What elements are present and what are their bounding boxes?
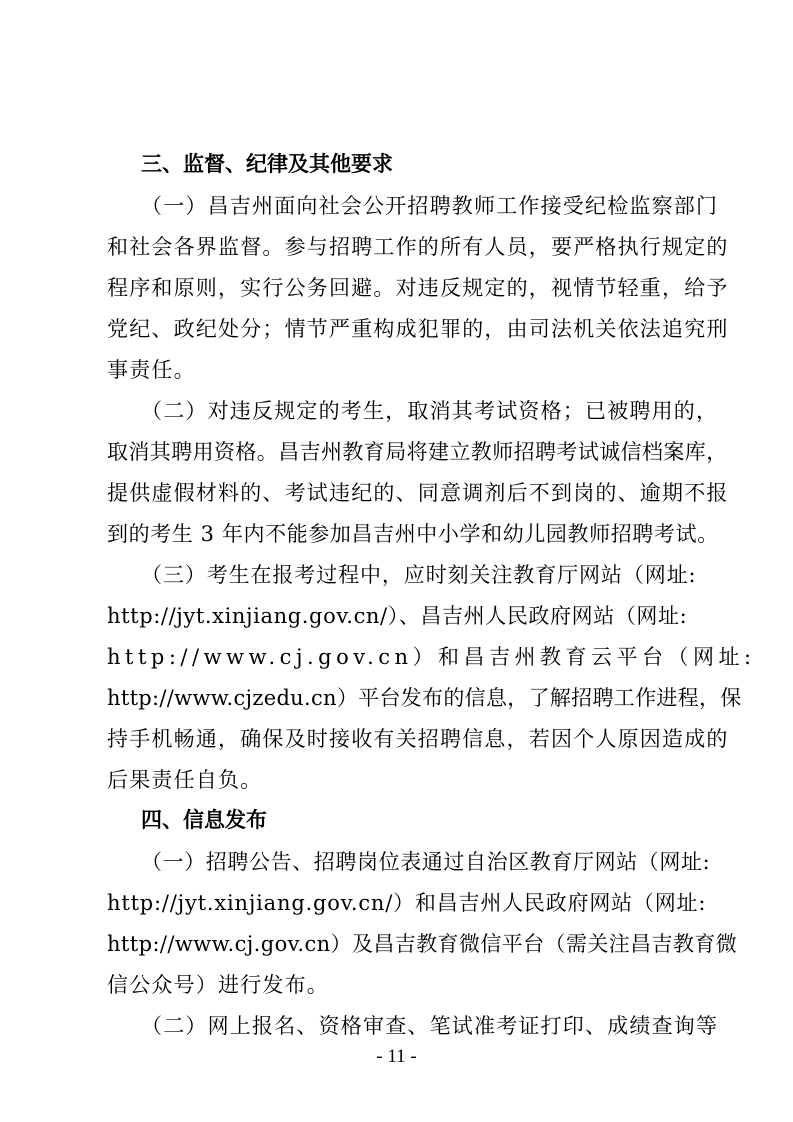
text-line: http://www.cjzedu.cn）平台发布的信息，了解招聘工作进程，保 bbox=[107, 686, 742, 710]
text-line: 到的考生 3 年内不能参加昌吉州中小学和幼儿园教师招聘考试。 bbox=[107, 522, 719, 546]
text-line: 提供虚假材料的、考试违纪的、同意调剂后不到岗的、逾期不报 bbox=[107, 481, 729, 505]
text-line: 和社会各界监督。参与招聘工作的所有人员，要严格执行规定的 bbox=[107, 235, 729, 259]
text-line: http://www.cj.gov.cn）和昌吉州教育云平台（网址: bbox=[107, 645, 756, 669]
text-line: （一）招聘公告、招聘岗位表通过自治区教育厅网站（网址: bbox=[141, 850, 711, 874]
text-line: 信公众号）进行发布。 bbox=[107, 973, 329, 997]
text-line: （二）网上报名、资格审查、笔试准考证打印、成绩查询等 bbox=[141, 1014, 719, 1038]
text-line: 后果责任自负。 bbox=[107, 768, 263, 792]
text-line: （二）对违反规定的考生，取消其考试资格；已被聘用的， bbox=[141, 399, 719, 423]
text-line: 事责任。 bbox=[107, 358, 196, 382]
page-number: - 11 - bbox=[376, 1046, 417, 1067]
text-line: http://jyt.xinjiang.gov.cn/）和昌吉州人民政府网站（网址: bbox=[107, 891, 707, 915]
text-line: （三）考生在报考过程中，应时刻关注教育厅网站（网址: bbox=[141, 563, 697, 587]
text-line: http://www.cj.gov.cn）及昌吉教育微信平台（需关注昌吉教育微 bbox=[107, 932, 738, 956]
text-line: 程序和原则，实行公务回避。对违反规定的，视情节轻重，给予 bbox=[107, 276, 729, 300]
text-line: 取消其聘用资格。昌吉州教育局将建立教师招聘考试诚信档案库， bbox=[107, 440, 728, 464]
text-line: 持手机畅通，确保及时接收有关招聘信息，若因个人原因造成的 bbox=[107, 727, 729, 751]
text-line: （一）昌吉州面向社会公开招聘教师工作接受纪检监察部门 bbox=[141, 194, 719, 218]
section-heading-information-release: 四、信息发布 bbox=[141, 808, 267, 832]
text-line: 党纪、政纪处分；情节严重构成犯罪的，由司法机关依法追究刑 bbox=[107, 317, 729, 341]
section-heading-supervision: 三、监督、纪律及其他要求 bbox=[141, 152, 393, 176]
text-line: http://jyt.xinjiang.gov.cn/）、昌吉州人民政府网站（网址: bbox=[107, 604, 688, 628]
